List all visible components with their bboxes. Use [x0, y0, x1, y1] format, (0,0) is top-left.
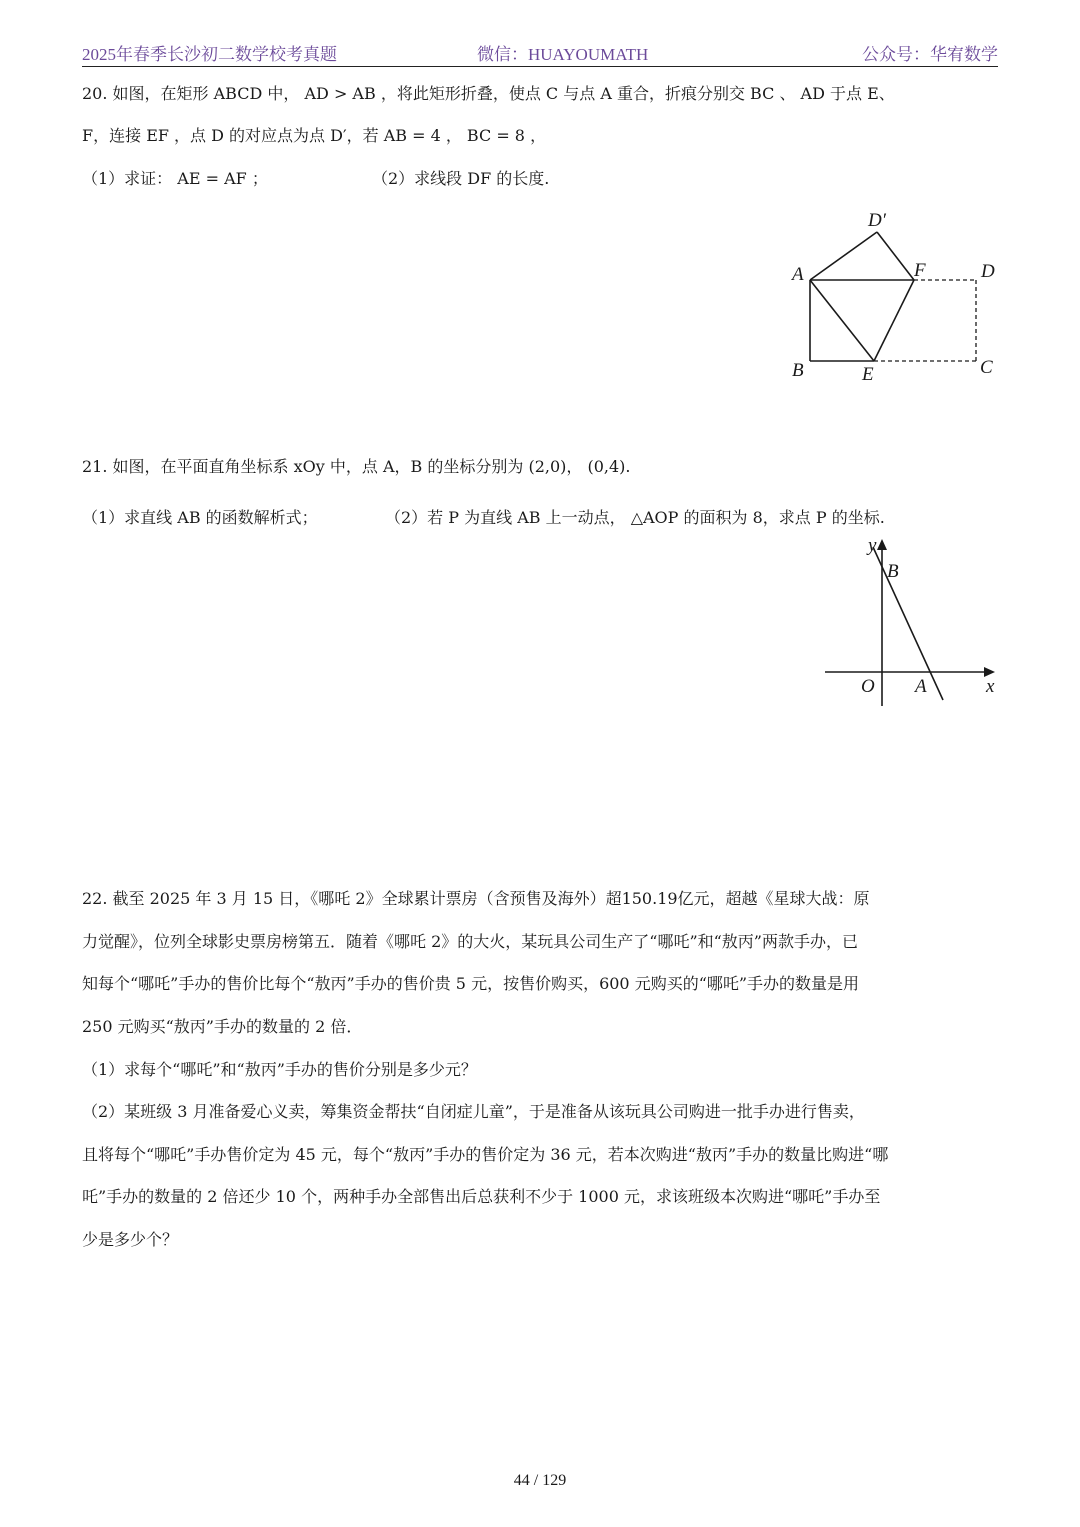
- label-F: F: [914, 260, 926, 281]
- header-title: 2025年春季长沙初二数学校考真题: [82, 45, 337, 64]
- label-D-prime: D′: [868, 210, 886, 231]
- edge-AE: [810, 280, 874, 361]
- q22-line3: 知每个“哪吒”手办的售价比每个“敖丙”手办的售价贵 5 元，按售价购买，600 元购买的“哪吒”手办的数量是用: [82, 974, 860, 993]
- label-E: E: [862, 364, 874, 385]
- q22-part2-line4: 少是多少个？: [82, 1230, 179, 1249]
- q22-line4: 250 元购买“敖丙”手办的数量的 2 倍．: [82, 1017, 363, 1036]
- edge-EF: [874, 280, 914, 361]
- label-x: x: [986, 676, 995, 697]
- label-B: B: [887, 561, 899, 582]
- label-B: B: [792, 360, 804, 381]
- q20-line1: 20. 如图，在矩形 ABCD 中， AD > AB ，将此矩形折叠，使点 C 与点 A 重合，折痕分别交 BC 、 AD 于点 E、: [82, 84, 895, 103]
- q22-part1: （1）求每个“哪吒”和“敖丙”手办的售价分别是多少元？: [82, 1060, 477, 1079]
- label-D: D: [981, 261, 995, 282]
- y-axis-arrow: [877, 539, 887, 550]
- q21-figure: [815, 535, 1005, 710]
- label-O: O: [861, 676, 875, 697]
- q22-line1: 22. 截至 2025 年 3 月 15 日，《哪吒 2》全球累计票房（含预售及海外）超150.19亿元，超越《星球大战：原: [82, 889, 870, 908]
- q22-line2: 力觉醒》，位列全球影史票房榜第五．随着《哪吒 2》的大火，某玩具公司生产了“哪吒”和“敖丙”两款手办，已: [82, 932, 858, 951]
- edge-D-prime-F: [877, 232, 914, 280]
- q20-line2: F，连接 EF ，点 D 的对应点为点 D′，若 AB = 4 ， BC = 8 ，: [82, 126, 547, 145]
- page-number: 44 / 129: [513, 1472, 567, 1489]
- header-wechat: 微信：HUAYOUMATH: [477, 45, 649, 64]
- q20-part1: （1）求证： AE = AF ；: [82, 169, 268, 188]
- page-header: [82, 36, 998, 67]
- q20-part2: （2）求线段 DF 的长度.: [372, 169, 550, 188]
- label-C: C: [980, 357, 993, 378]
- edge-AD-prime: [810, 232, 877, 280]
- label-A: A: [915, 676, 927, 697]
- q21-part2: （2）若 P 为直线 AB 上一动点， △AOP 的面积为 8，求点 P 的坐标.: [385, 508, 885, 527]
- q22-part2-line1: （2）某班级 3 月准备爱心义卖，筹集资金帮扶“自闭症儿童”，于是准备从该玩具公司购进一批手办进行售卖，: [82, 1102, 865, 1121]
- q21-line1: 21. 如图，在平面直角坐标系 xOy 中，点 A，B 的坐标分别为 (2,0)， (0,4).: [82, 457, 631, 476]
- q22-part2-line2: 且将每个“哪吒”手办售价定为 45 元，每个“敖丙”手办的售价定为 36 元，若本次购进“敖丙”手办的数量比购进“哪: [82, 1145, 889, 1164]
- q20-figure: [780, 200, 1010, 390]
- label-y: y: [868, 535, 877, 556]
- q22-part2-line3: 吒”手办的数量的 2 倍还少 10 个，两种手办全部售出后总获利不少于 1000 元，求该班级本次购进“哪吒”手办至: [82, 1187, 881, 1206]
- q21-part1: （1）求直线 AB 的函数解析式；: [82, 508, 318, 527]
- label-A: A: [792, 264, 804, 285]
- line-AB: [873, 547, 943, 700]
- header-account: 公众号：华宥数学: [862, 45, 998, 64]
